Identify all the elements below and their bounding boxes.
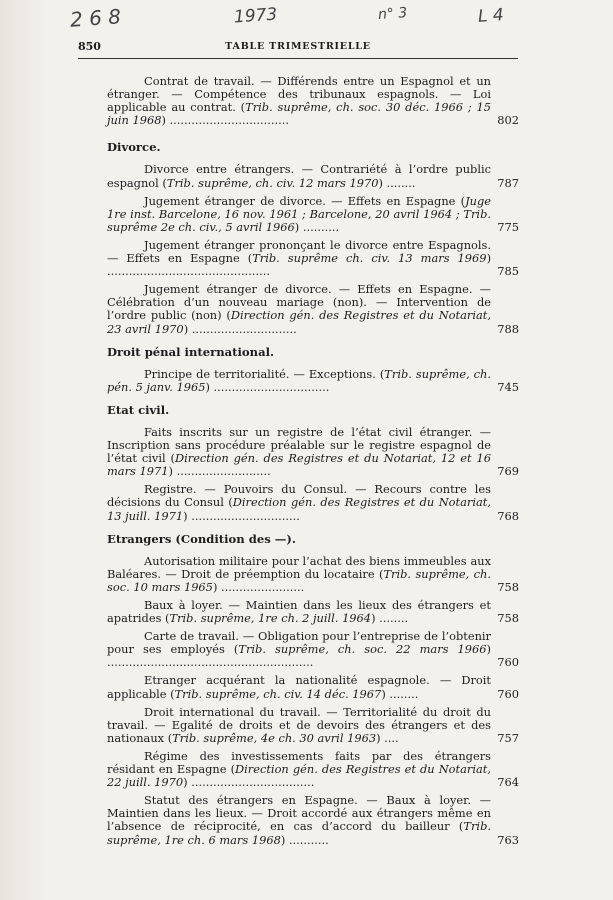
entry-page-ref: 758 <box>497 579 519 594</box>
entry-citation: Direction gén. des Registres et du Notariat, 12 et 16 mars 1971 <box>107 451 491 479</box>
entry-page-ref: 768 <box>497 508 519 523</box>
index-entry <box>107 706 519 745</box>
entry-text: Autorisation militaire pour l’achat des biens immeubles aux Baléares. — Droit de préemption du locataire ( <box>107 553 491 581</box>
entry-citation: Trib. suprême, 1re ch. 6 mars 1968 <box>107 819 491 847</box>
entry-citation: Direction gén. des Registres et du Notariat, 23 avril 1970 <box>107 308 491 336</box>
entry-leader: ) ....................... <box>212 579 305 594</box>
entry-citation: Trib. suprême, 1re ch. 2 juill. 1964 <box>169 611 372 626</box>
entry-leader: ) ................................ <box>205 379 330 394</box>
section-heading: Etrangers (Condition des —). <box>107 531 296 546</box>
entry-citation: Trib. suprême, ch. soc. 30 déc. 1966 ; 15 juin 1968 <box>107 100 491 128</box>
entry-page-ref: 758 <box>497 611 519 626</box>
entry-text: Jugement étranger de divorce. — Effets en Espagne ( <box>144 193 466 208</box>
entry-citation: Trib. suprême, ch. civ. 12 mars 1970 <box>166 175 379 190</box>
entry-leader: ) ................................. <box>161 113 290 128</box>
entry-citation: Trib. suprême, ch. civ. 14 déc. 1967 <box>174 686 382 701</box>
entry-leader: ) ........ <box>371 611 409 626</box>
entry-page-ref: 760 <box>497 655 519 670</box>
entry-citation: Trib. suprême, 4e ch. 30 avril 1963 <box>172 730 377 745</box>
index-entry <box>107 283 519 335</box>
entry-page-ref: 763 <box>497 832 519 847</box>
index-entry <box>107 555 519 594</box>
entry-citation: Juge 1re inst. Barcelone, 16 nov. 1961 ; Barcelone, 20 avril 1964 ; Trib. suprême 2e ch. civ., 5 avril 1966 <box>107 193 491 234</box>
index-entry <box>107 794 519 846</box>
entry-text: Etranger acquérant la nationalité espagnole. — Droit applicable ( <box>107 673 491 701</box>
entry-citation: Trib. suprême, ch. pén. 5 janv. 1965 <box>107 366 491 394</box>
entry-page-ref: 788 <box>497 321 519 336</box>
index-entry <box>107 483 519 522</box>
entry-text: Jugement étranger prononçant le divorce entre Espagnols. — Effets en Espagne ( <box>107 237 491 266</box>
handwritten-annotation: 2 6 8 <box>69 4 122 32</box>
entry-text: Régime des investissements faits par des étrangers résidant en Espagne ( <box>107 748 491 777</box>
entry-leader: ) ........ <box>381 686 419 701</box>
entry-leader: ) .... <box>376 730 399 745</box>
handwritten-annotation: L 4 <box>477 5 505 27</box>
entry-page-ref: 745 <box>497 379 519 394</box>
entry-text: Principe de territorialité. — Exceptions. ( <box>144 366 385 381</box>
handwritten-annotation: 1973 <box>233 4 278 28</box>
entry-citation: Trib. suprême, ch. soc. 10 mars 1965 <box>107 566 491 594</box>
section-heading: Divorce. <box>107 140 161 155</box>
index-entry <box>107 750 519 789</box>
entry-citation: Direction gén. des Registres et du Notariat, 13 juill. 1971 <box>107 495 491 523</box>
entry-citation: Direction gén. des Registres et du Notariat, 22 juill. 1970 <box>107 762 491 790</box>
entry-leader: ) ........... <box>280 832 329 847</box>
entry-citation: Trib. suprême, ch. soc. 22 mars 1966 <box>238 642 487 657</box>
entry-text: Faits inscrits sur un registre de l’état civil étranger. — Inscription sans procédure préalable sur le registre espagnol de l’état civil ( <box>107 424 491 466</box>
entry-page-ref: 757 <box>497 730 519 745</box>
entry-text: Statut des étrangers en Espagne. — Baux à loyer. — Maintien dans les lieux. — Droit accordé aux étrangers même en l’absence de réciprocité, en cas d’accord du bailleur ( <box>107 793 491 834</box>
entry-leader: ) ............................................. <box>107 251 492 279</box>
index-entry <box>107 163 519 189</box>
entry-page-ref: 769 <box>497 464 519 479</box>
entry-leader: ) .................................. <box>183 775 315 790</box>
index-content <box>107 75 519 852</box>
entry-page-ref: 785 <box>497 264 519 279</box>
entry-leader: ) ........ <box>378 175 416 190</box>
entry-page-ref: 802 <box>497 113 519 128</box>
index-entry <box>107 674 519 700</box>
entry-citation: Trib. suprême ch. civ. 13 mars 1969 <box>252 251 487 266</box>
running-title: TABLE TRIMESTRIELLE <box>225 41 371 52</box>
entry-leader: ) .............................. <box>183 508 300 523</box>
index-entry <box>107 239 519 278</box>
index-entry <box>107 630 519 669</box>
entry-text: Jugement étranger de divorce. — Effets en Espagne. — Célébration d’un nouveau mariage (non). — Intervention de l’ordre public (non) ( <box>107 282 491 323</box>
entry-page-ref: 787 <box>497 175 519 190</box>
entry-page-ref: 775 <box>497 219 519 234</box>
entry-text: Registre. — Pouvoirs du Consul. — Recours contre les décisions du Consul ( <box>107 482 491 510</box>
index-entry <box>107 426 519 478</box>
entry-text: Contrat de travail. — Différends entre un Espagnol et un étranger. — Compétence des tribunaux espagnols. — Loi applicable au contrat. ( <box>107 74 491 115</box>
handwritten-annotation: n° 3 <box>377 4 408 24</box>
page-number: 850 <box>78 40 101 53</box>
index-entry <box>107 75 519 127</box>
index-entry <box>107 599 519 625</box>
entry-text: Droit international du travail. — Territorialité du droit du travail. — Egalité de droits et de devoirs des étrangers et des nationaux ( <box>107 704 491 745</box>
entry-leader: ) .......................... <box>168 464 271 479</box>
entry-text: Divorce entre étrangers. — Contrariété à l’ordre public espagnol ( <box>107 162 491 190</box>
entry-leader: ) ............................. <box>183 321 297 336</box>
entry-page-ref: 760 <box>497 686 519 701</box>
entry-text: Baux à loyer. — Maintien dans les lieux des étrangers et apatrides ( <box>107 598 491 626</box>
index-entry <box>107 368 519 394</box>
entry-page-ref: 764 <box>497 775 519 790</box>
section-heading: Droit pénal international. <box>107 344 275 359</box>
index-entry <box>107 195 519 234</box>
section-heading: Etat civil. <box>107 402 170 417</box>
entry-text: Carte de travail. — Obligation pour l’entreprise de l’obtenir pour ses employés ( <box>107 629 491 657</box>
page-header <box>78 40 518 59</box>
entry-leader: ) .......... <box>294 219 340 234</box>
entry-leader: ) ......................................................... <box>107 642 491 670</box>
scan-edge <box>0 0 46 900</box>
